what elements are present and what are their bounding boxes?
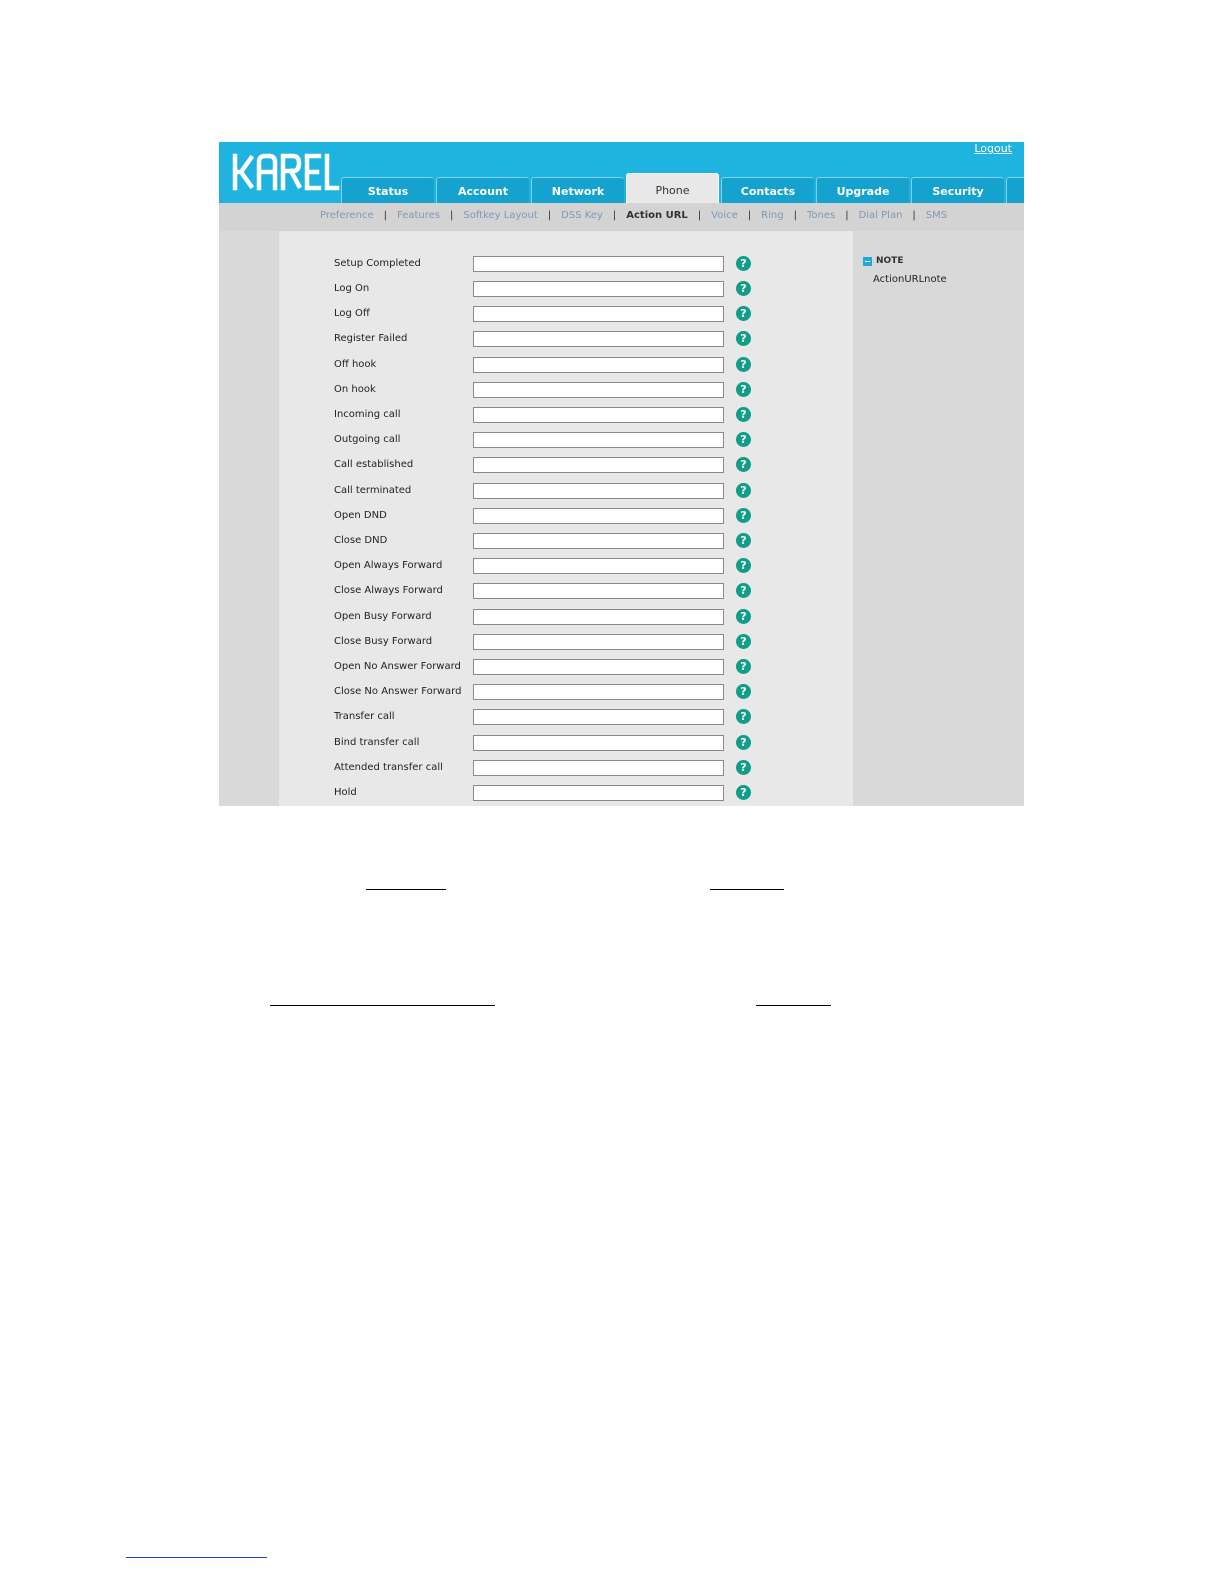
hold-url-input[interactable] (473, 785, 724, 801)
setup-completed-url-input[interactable] (473, 256, 724, 272)
field-label: Close DND (334, 535, 388, 546)
help-icon[interactable]: ? (736, 558, 751, 573)
subnav-separator: | (547, 210, 552, 221)
form-row (334, 533, 754, 550)
blank-underline (710, 889, 784, 890)
subnav-features[interactable]: Features (396, 210, 440, 221)
field-label: Setup Completed (334, 258, 421, 269)
subnav-tones[interactable]: Tones (806, 210, 836, 221)
tab-status[interactable]: Status (341, 177, 434, 203)
form-row (334, 281, 754, 298)
tab-account[interactable]: Account (436, 177, 529, 203)
field-label: Bind transfer call (334, 737, 420, 748)
form-row (334, 583, 754, 600)
help-icon[interactable]: ? (736, 407, 751, 422)
form-row (334, 709, 754, 726)
logout-link[interactable]: Logout (974, 142, 1012, 155)
help-icon[interactable]: ? (736, 735, 751, 750)
register-failed-url-input[interactable] (473, 331, 724, 347)
help-icon[interactable]: ? (736, 331, 751, 346)
left-gutter (219, 231, 279, 806)
form-row (334, 634, 754, 651)
help-icon[interactable]: ? (736, 382, 751, 397)
help-icon[interactable]: ? (736, 457, 751, 472)
footnote-underline (126, 1557, 267, 1558)
help-icon[interactable]: ? (736, 281, 751, 296)
form-row (334, 306, 754, 323)
subnav-separator: | (793, 210, 797, 221)
form-row (334, 558, 754, 575)
blank-underline (366, 889, 446, 890)
help-icon[interactable]: ? (736, 533, 751, 548)
off-hook-url-input[interactable] (473, 357, 724, 373)
help-icon[interactable]: ? (736, 508, 751, 523)
outgoing-call-url-input[interactable] (473, 432, 724, 448)
form-row (334, 760, 754, 777)
subnav-voice[interactable]: Voice (711, 210, 738, 221)
form-row (334, 457, 754, 474)
help-icon[interactable]: ? (736, 684, 751, 699)
karel-logo (231, 152, 341, 192)
form-row (334, 508, 754, 525)
tab-phone[interactable]: Phone (626, 173, 719, 203)
close-busy-forward-url-input[interactable] (473, 634, 724, 650)
field-label: Close Busy Forward (334, 636, 433, 647)
subnav-sms[interactable]: SMS (925, 210, 948, 221)
form-row (334, 785, 754, 802)
help-icon[interactable]: ? (736, 483, 751, 498)
form-row (334, 609, 754, 626)
header-bar (219, 142, 1024, 203)
log-off-url-input[interactable] (473, 306, 724, 322)
note-panel (853, 231, 1024, 806)
form-row (334, 735, 754, 752)
help-icon[interactable]: ? (736, 306, 751, 321)
subnav-softkey-layout[interactable]: Softkey Layout (463, 210, 538, 221)
note-title: NOTE (876, 256, 904, 266)
field-label: Hold (334, 787, 357, 798)
attended-transfer-call-url-input[interactable] (473, 760, 724, 776)
log-on-url-input[interactable] (473, 281, 724, 297)
main-tabs (341, 177, 1024, 203)
call-established-url-input[interactable] (473, 457, 724, 473)
help-icon[interactable]: ? (736, 785, 751, 800)
subnav-separator: | (912, 210, 916, 221)
field-label: Off hook (334, 359, 377, 370)
form-row (334, 483, 754, 500)
form-row (334, 659, 754, 676)
subnav-action-url[interactable]: Action URL (626, 210, 688, 221)
field-label: On hook (334, 384, 376, 395)
help-icon[interactable]: ? (736, 256, 751, 271)
on-hook-url-input[interactable] (473, 382, 724, 398)
note-heading (863, 256, 903, 266)
open-always-forward-url-input[interactable] (473, 558, 724, 574)
subnav-dial-plan[interactable]: Dial Plan (858, 210, 903, 221)
subnav-preference[interactable]: Preference (320, 210, 374, 221)
subnav-separator: | (747, 210, 752, 221)
open-dnd-url-input[interactable] (473, 508, 724, 524)
help-icon[interactable]: ? (736, 583, 751, 598)
field-label: Open Busy Forward (334, 611, 432, 622)
field-label: Call terminated (334, 485, 412, 496)
tab-contacts[interactable]: Contacts (721, 177, 814, 203)
open-busy-forward-url-input[interactable] (473, 609, 724, 625)
help-icon[interactable]: ? (736, 432, 751, 447)
transfer-call-url-input[interactable] (473, 709, 724, 725)
tab-overflow (1006, 177, 1024, 203)
field-label: Open No Answer Forward (334, 661, 461, 672)
subnav-dss-key[interactable]: DSS Key (561, 210, 603, 221)
subnav-separator: | (697, 210, 702, 221)
form-row (334, 382, 754, 399)
field-label: Open Always Forward (334, 560, 443, 571)
subnav-separator: | (383, 210, 387, 221)
help-icon[interactable]: ? (736, 634, 751, 649)
subnav-separator: | (845, 210, 849, 221)
form-row (334, 256, 754, 273)
field-label: Log Off (334, 308, 370, 319)
tab-security[interactable]: Security (911, 177, 1004, 203)
field-label: Transfer call (334, 711, 395, 722)
field-label: Log On (334, 283, 370, 294)
close-no-answer-forward-url-input[interactable] (473, 684, 724, 700)
field-label: Open DND (334, 510, 387, 521)
help-icon[interactable]: ? (736, 357, 751, 372)
close-dnd-url-input[interactable] (473, 533, 724, 549)
close-always-forward-url-input[interactable] (473, 583, 724, 599)
action-url-form (279, 231, 853, 806)
subnav-ring[interactable]: Ring (761, 210, 784, 221)
open-no-answer-forward-url-input[interactable] (473, 659, 724, 675)
form-row (334, 684, 754, 701)
help-icon[interactable]: ? (736, 659, 751, 674)
help-icon[interactable]: ? (736, 760, 751, 775)
blank-underline (270, 1005, 495, 1006)
field-label: Close Always Forward (334, 585, 443, 596)
phone-web-ui-screenshot (219, 142, 1024, 806)
blank-underline (756, 1005, 831, 1006)
bind-transfer-call-url-input[interactable] (473, 735, 724, 751)
form-row (334, 407, 754, 424)
collapse-icon[interactable] (863, 257, 872, 266)
incoming-call-url-input[interactable] (473, 407, 724, 423)
subnav-separator: | (612, 210, 617, 221)
field-label: Register Failed (334, 333, 408, 344)
form-row (334, 432, 754, 449)
note-text: ActionURLnote (873, 274, 947, 285)
call-terminated-url-input[interactable] (473, 483, 724, 499)
help-icon[interactable]: ? (736, 709, 751, 724)
tab-upgrade[interactable]: Upgrade (816, 177, 909, 203)
field-label: Attended transfer call (334, 762, 443, 773)
subnav-separator: | (449, 210, 454, 221)
field-label: Incoming call (334, 409, 401, 420)
tab-network[interactable]: Network (531, 177, 624, 203)
field-label: Call established (334, 459, 414, 470)
sub-navigation (219, 203, 1024, 231)
form-row (334, 357, 754, 374)
field-label: Outgoing call (334, 434, 401, 445)
form-row (334, 331, 754, 348)
field-label: Close No Answer Forward (334, 686, 462, 697)
help-icon[interactable]: ? (736, 609, 751, 624)
